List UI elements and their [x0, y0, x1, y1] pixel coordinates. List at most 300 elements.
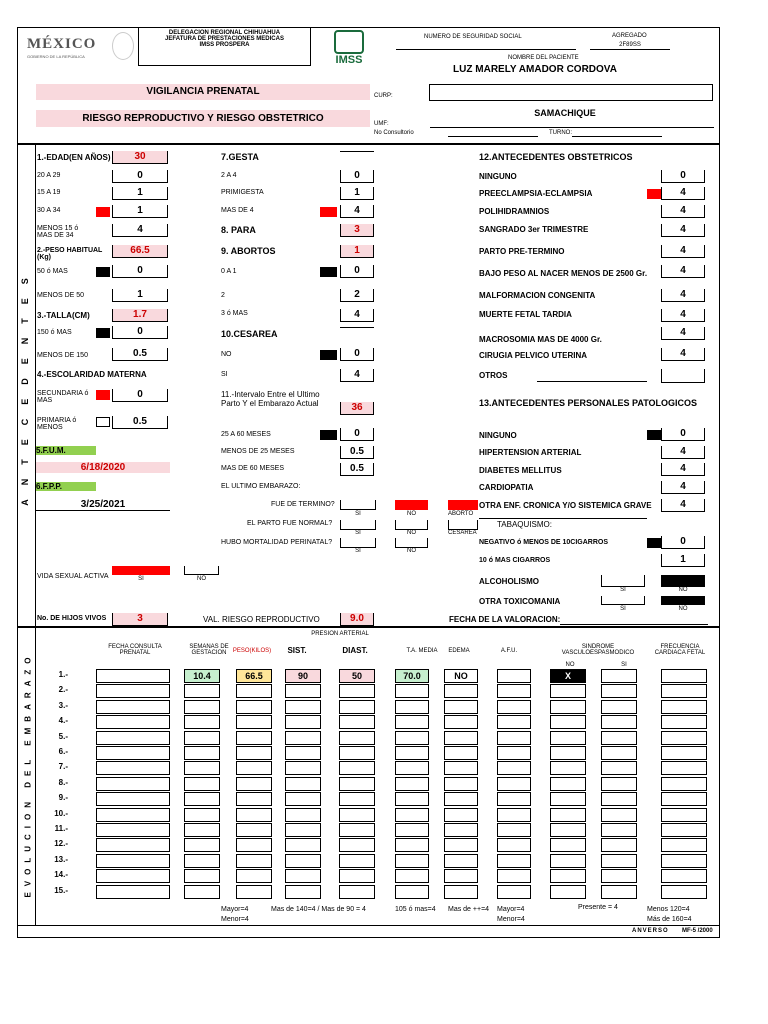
cell-sist[interactable] — [285, 885, 321, 899]
row-number: 12.- — [54, 839, 68, 849]
cell-sist[interactable] — [285, 715, 321, 729]
curp-label: CURP: — [374, 93, 393, 99]
cell-semanas[interactable] — [184, 731, 220, 745]
ultimo-label: EL ULTIMO EMBARAZO: — [221, 483, 301, 490]
cell-sind-no[interactable] — [550, 731, 586, 745]
cell-frecuencia[interactable] — [661, 777, 707, 791]
cell-sist[interactable] — [285, 731, 321, 745]
cell-sind-si[interactable] — [601, 684, 637, 698]
muerte-label: MUERTE FETAL TARDIA — [479, 310, 572, 319]
cell-frecuencia[interactable] — [661, 684, 707, 698]
cell-sist[interactable] — [285, 869, 321, 883]
hip-label: HIPERTENSION ARTERIAL — [479, 448, 582, 457]
cell-diast[interactable] — [339, 777, 375, 791]
cell-diast[interactable] — [339, 823, 375, 837]
mort-si: SI — [355, 548, 361, 554]
cell-sind-si[interactable] — [601, 715, 637, 729]
cell-semanas[interactable] — [184, 808, 220, 822]
row-number: 11.- — [54, 824, 68, 833]
cell-sind-si[interactable] — [601, 746, 637, 760]
alc-si: SI — [620, 587, 626, 593]
cell-tam[interactable] — [395, 854, 429, 868]
cell-diast[interactable] — [339, 792, 375, 806]
ning-value: 0 — [661, 170, 705, 183]
cell-diast[interactable] — [339, 731, 375, 745]
tox-si-box[interactable] — [601, 596, 645, 605]
cell-frecuencia[interactable] — [661, 885, 707, 899]
row-number: 1.- — [58, 670, 68, 679]
cell-sind-no[interactable] — [550, 700, 586, 714]
otros-label: OTROS — [479, 371, 508, 380]
cell-frecuencia[interactable] — [661, 838, 707, 852]
otra-tox-label: OTRA TOXICOMANIA — [479, 597, 561, 606]
peso-label: 2.-PESO HABITUAL (Kg) — [37, 247, 103, 261]
cell-diast[interactable]: 50 — [339, 669, 375, 683]
cell-peso[interactable] — [236, 700, 272, 714]
cell-fecha[interactable] — [96, 777, 170, 791]
cell-fecha[interactable] — [96, 700, 170, 714]
note-presion: Mas de 140=4 / Mas de 90 = 4 — [271, 906, 366, 913]
cell-tam[interactable] — [395, 885, 429, 899]
cell-sind-no[interactable] — [550, 746, 586, 760]
cell-semanas[interactable] — [184, 838, 220, 852]
cell-sist[interactable] — [285, 838, 321, 852]
cell-diast[interactable] — [339, 715, 375, 729]
cell-diast[interactable] — [339, 854, 375, 868]
cesarea-si-label: SI — [221, 371, 228, 378]
neg-marker — [647, 538, 661, 548]
cell-semanas[interactable] — [184, 761, 220, 775]
hijos-value: 3 — [112, 613, 168, 626]
alc-si-box[interactable] — [601, 575, 645, 587]
cell-edema[interactable] — [444, 885, 478, 899]
cell-sind-si[interactable] — [601, 885, 637, 899]
cell-afu[interactable] — [497, 684, 531, 698]
cell-semanas[interactable] — [184, 885, 220, 899]
cell-sind-no[interactable] — [550, 715, 586, 729]
mortalidad-label: HUBO MORTALIDAD PERINATAL? — [221, 539, 333, 546]
row-number: 2.- — [58, 685, 68, 695]
cell-tam[interactable] — [395, 869, 429, 883]
cell-edema[interactable] — [444, 792, 478, 806]
cell-sist[interactable] — [285, 792, 321, 806]
cell-tam[interactable] — [395, 684, 429, 698]
fecha-valoracion-label: FECHA DE LA VALORACION: — [449, 615, 561, 624]
cell-tam[interactable] — [395, 808, 429, 822]
head-edema: EDEMA — [448, 648, 470, 654]
cell-peso[interactable] — [236, 885, 272, 899]
pre-label: PREECLAMPSIA-ECLAMPSIA — [479, 189, 593, 198]
cell-afu[interactable] — [497, 885, 531, 899]
cell-sind-no[interactable] — [550, 823, 586, 837]
cell-afu[interactable] — [497, 869, 531, 883]
cell-sist[interactable] — [285, 854, 321, 868]
diez-label: 10 ó MAS CIGARROS — [479, 557, 551, 564]
presion-arterial-label: PRESION ARTERIAL — [311, 631, 369, 637]
seal-icon — [112, 32, 134, 60]
otros-value — [661, 369, 705, 383]
tox-si: SI — [620, 606, 626, 612]
cell-sind-no[interactable] — [550, 761, 586, 775]
cell-sist[interactable] — [285, 777, 321, 791]
primaria-value: 0.5 — [112, 416, 168, 429]
normal-cesarea: CESAREA — [448, 530, 477, 536]
tabaquismo-label: TABAQUISMO: — [497, 520, 552, 529]
cell-peso[interactable] — [236, 777, 272, 791]
normal-no-box[interactable] — [395, 520, 428, 530]
neg-label: NEGATIVO ó MENOS DE 10CIGARROS — [479, 539, 608, 546]
cell-frecuencia[interactable] — [661, 700, 707, 714]
cell-peso[interactable]: 66.5 — [236, 669, 272, 683]
ning2-value: 0 — [661, 428, 705, 441]
turno-label: TURNO: — [549, 130, 572, 136]
parto-normal-label: EL PARTO FUE NORMAL? — [247, 520, 333, 527]
cell-edema[interactable] — [444, 823, 478, 837]
cell-tam[interactable] — [395, 838, 429, 852]
cell-afu[interactable] — [497, 823, 531, 837]
cell-edema[interactable] — [444, 854, 478, 868]
talla-value: 1.7 — [112, 309, 168, 322]
delegation-line-3: IMSS PROSPERA — [199, 42, 250, 48]
cell-sind-si[interactable] — [601, 731, 637, 745]
cell-fecha[interactable] — [96, 838, 170, 852]
cell-fecha[interactable] — [96, 669, 170, 683]
cell-semanas[interactable] — [184, 700, 220, 714]
normal-si-box[interactable] — [340, 520, 376, 530]
row-number: 15.- — [54, 885, 68, 895]
edad-label: 1.-EDAD(EN AÑOS) — [37, 153, 111, 162]
cell-sist[interactable] — [285, 746, 321, 760]
a01-label: 0 A 1 — [221, 268, 237, 275]
cell-peso[interactable] — [236, 854, 272, 868]
cell-diast[interactable] — [339, 869, 375, 883]
cell-semanas[interactable] — [184, 715, 220, 729]
cell-edema[interactable] — [444, 808, 478, 822]
cell-tam[interactable] — [395, 761, 429, 775]
cell-fecha[interactable] — [96, 869, 170, 883]
edad-15-label: 15 A 19 — [37, 189, 61, 196]
cell-sind-si[interactable] — [601, 838, 637, 852]
form-code: MF-5 /2000 — [682, 928, 713, 934]
cell-frecuencia[interactable] — [661, 669, 707, 683]
cell-diast[interactable] — [339, 761, 375, 775]
macro-label: MACROSOMIA MAS DE 4000 Gr. — [479, 335, 602, 344]
cell-frecuencia[interactable] — [661, 792, 707, 806]
primigesta-value: 1 — [340, 187, 374, 200]
cell-sist[interactable] — [285, 761, 321, 775]
cell-fecha[interactable] — [96, 823, 170, 837]
diab-label: DIABETES MELLITUS — [479, 466, 562, 475]
hijos-label: No. DE HIJOS VIVOS — [37, 615, 107, 622]
cell-sind-no[interactable] — [550, 854, 586, 868]
mort-no-box[interactable] — [395, 538, 428, 548]
cell-fecha[interactable] — [96, 715, 170, 729]
neg-value: 0 — [661, 536, 705, 549]
cell-edema[interactable] — [444, 777, 478, 791]
cell-fecha[interactable] — [96, 761, 170, 775]
cell-edema[interactable] — [444, 761, 478, 775]
row-number: 4.- — [58, 716, 68, 726]
alc-no: NO — [678, 587, 688, 593]
sind-no-label: NO — [565, 662, 575, 668]
cell-sind-no[interactable] — [550, 838, 586, 852]
cell-diast[interactable] — [339, 838, 375, 852]
normal-no: NO — [407, 530, 416, 536]
cell-diast[interactable] — [339, 684, 375, 698]
cell-peso[interactable] — [236, 746, 272, 760]
vida-no-box[interactable] — [184, 566, 219, 575]
i25-value: 0 — [340, 428, 374, 441]
cesarea-no-value: 0 — [340, 348, 374, 361]
poli-label: POLIHIDRAMNIOS — [479, 207, 550, 216]
nss-label: NUMERO DE SEGURIDAD SOCIAL — [424, 34, 522, 40]
cell-sind-si[interactable] — [601, 823, 637, 837]
cell-sind-no[interactable] — [550, 869, 586, 883]
cesarea-si-value: 4 — [340, 369, 374, 382]
header-divider — [17, 143, 720, 145]
cell-frecuencia[interactable] — [661, 746, 707, 760]
cell-tam[interactable] — [395, 792, 429, 806]
fue-no: NO — [407, 511, 416, 517]
cell-sind-no[interactable] — [550, 792, 586, 806]
cell-semanas[interactable] — [184, 777, 220, 791]
val-riesgo-value: 9.0 — [340, 613, 374, 626]
edad-30-label: 30 A 34 — [37, 207, 61, 214]
curp-field[interactable] — [429, 84, 713, 101]
diab-value: 4 — [661, 463, 705, 476]
cell-edema[interactable] — [444, 715, 478, 729]
vida-si-box[interactable] — [112, 566, 170, 575]
abortos-label: 9. ABORTOS — [221, 246, 276, 256]
ning2-marker — [647, 430, 661, 440]
umf-line — [430, 127, 714, 128]
cell-peso[interactable] — [236, 792, 272, 806]
cell-tam[interactable] — [395, 731, 429, 745]
cell-semanas[interactable] — [184, 746, 220, 760]
cell-sind-si[interactable] — [601, 869, 637, 883]
i25-label: 25 A 60 MESES — [221, 431, 271, 438]
row-number: 14.- — [54, 870, 68, 880]
otra-value: 4 — [661, 499, 705, 512]
fue-aborto: ABORTO — [448, 511, 474, 517]
a3-label: 3 ó MAS — [221, 310, 248, 317]
cirugia-label: CIRUGIA PELVICO UTERINA — [479, 351, 588, 360]
cell-sind-si[interactable] — [601, 669, 637, 683]
malf-label: MALFORMACION CONGENITA — [479, 291, 596, 300]
sang-value: 4 — [661, 224, 705, 237]
cell-peso[interactable] — [236, 808, 272, 822]
alc-no-box[interactable] — [661, 575, 705, 587]
cell-sind-no[interactable] — [550, 808, 586, 822]
cell-sist[interactable] — [285, 684, 321, 698]
cell-edema[interactable]: NO — [444, 669, 478, 683]
cell-edema[interactable] — [444, 731, 478, 745]
cell-sist[interactable] — [285, 700, 321, 714]
cell-peso[interactable] — [236, 761, 272, 775]
cell-afu[interactable] — [497, 731, 531, 745]
fpp-value: 3/25/2021 — [36, 499, 170, 511]
normal-si: SI — [355, 530, 361, 536]
cell-tam[interactable] — [395, 823, 429, 837]
cell-afu[interactable] — [497, 669, 531, 683]
cell-peso[interactable] — [236, 715, 272, 729]
cell-afu[interactable] — [497, 746, 531, 760]
cesarea-label: 10.CESAREA — [221, 329, 278, 339]
cell-afu[interactable] — [497, 838, 531, 852]
note-edema: Mas de ++=4 — [448, 906, 490, 913]
row-number: 13.- — [54, 854, 68, 864]
cell-afu[interactable] — [497, 715, 531, 729]
cell-fecha[interactable] — [96, 684, 170, 698]
cell-semanas[interactable] — [184, 684, 220, 698]
cell-sind-no[interactable] — [550, 885, 586, 899]
consultorio-line — [448, 136, 538, 137]
cell-frecuencia[interactable] — [661, 761, 707, 775]
card-label: CARDIOPATIA — [479, 483, 534, 492]
cell-fecha[interactable] — [96, 792, 170, 806]
cell-afu[interactable] — [497, 792, 531, 806]
fue-no-box[interactable] — [395, 500, 428, 510]
talla-150-marker — [96, 328, 110, 338]
cell-tam[interactable] — [395, 715, 429, 729]
a2-label: 2 — [221, 292, 225, 299]
peso-50-label: 50 ó MAS — [37, 268, 68, 275]
fue-aborto-box[interactable] — [448, 500, 478, 510]
edad-menos-label: MENOS 15 ó MAS DE 34 — [37, 225, 79, 239]
cell-afu[interactable] — [497, 808, 531, 822]
cell-frecuencia[interactable] — [661, 808, 707, 822]
umf-value: SAMACHIQUE — [534, 108, 596, 118]
cell-afu[interactable] — [497, 854, 531, 868]
cell-peso[interactable] — [236, 869, 272, 883]
cell-fecha[interactable] — [96, 746, 170, 760]
hip-value: 4 — [661, 446, 705, 459]
cell-sist[interactable]: 90 — [285, 669, 321, 683]
obstetricos-title: 12.ANTECEDENTES OBSTETRICOS — [479, 152, 633, 162]
cell-diast[interactable] — [339, 808, 375, 822]
cell-fecha[interactable] — [96, 854, 170, 868]
cell-peso[interactable] — [236, 838, 272, 852]
peso-50-value: 0 — [112, 265, 168, 278]
vida-si-label: SI — [138, 576, 144, 582]
cell-tam[interactable] — [395, 777, 429, 791]
cell-sind-si[interactable] — [601, 792, 637, 806]
cell-edema[interactable] — [444, 700, 478, 714]
cell-sind-no[interactable]: X — [550, 669, 586, 683]
cell-fecha[interactable] — [96, 731, 170, 745]
cell-semanas[interactable] — [184, 854, 220, 868]
cell-tam[interactable]: 70.0 — [395, 669, 429, 683]
otros-line — [537, 381, 647, 382]
cell-peso[interactable] — [236, 684, 272, 698]
cesarea-value — [340, 327, 374, 328]
cell-sist[interactable] — [285, 823, 321, 837]
cell-sind-si[interactable] — [601, 777, 637, 791]
tox-no-box[interactable] — [661, 596, 705, 605]
cell-sist[interactable] — [285, 808, 321, 822]
cell-sind-si[interactable] — [601, 854, 637, 868]
cell-fecha[interactable] — [96, 885, 170, 899]
cell-sind-no[interactable] — [550, 777, 586, 791]
fum-label: 5.F.U.M. — [36, 446, 96, 455]
edad-30-marker — [96, 207, 110, 217]
primaria-label: PRIMARIA ó MENOS — [37, 417, 77, 431]
cell-sind-si[interactable] — [601, 808, 637, 822]
cell-sind-no[interactable] — [550, 684, 586, 698]
cell-fecha[interactable] — [96, 808, 170, 822]
sang-label: SANGRADO 3er TRIMESTRE — [479, 225, 589, 234]
cell-semanas[interactable] — [184, 823, 220, 837]
cell-diast[interactable] — [339, 700, 375, 714]
cell-edema[interactable] — [444, 869, 478, 883]
card-value: 4 — [661, 481, 705, 494]
cell-semanas[interactable] — [184, 792, 220, 806]
row-number: 8.- — [58, 777, 68, 787]
head-frecuencia: FRECUENCIA CARDIACA FETAL — [654, 644, 706, 656]
cesarea-no-label: NO — [221, 351, 232, 358]
mas4-marker — [320, 207, 337, 217]
fpp-label: 6.F.P.P. — [36, 482, 96, 491]
cell-afu[interactable] — [497, 777, 531, 791]
talla-menos-label: MENOS DE 150 — [37, 352, 88, 359]
title-riesgo: RIESGO REPRODUCTIVO Y RIESGO OBSTETRICO — [36, 110, 370, 127]
row-number: 9.- — [58, 793, 68, 803]
bajo-label: BAJO PESO AL NACER MENOS DE 2500 Gr. — [479, 269, 648, 278]
mort-si-box[interactable] — [340, 538, 376, 548]
agregado-line — [590, 49, 670, 50]
cell-afu[interactable] — [497, 700, 531, 714]
edad-20-label: 20 A 29 — [37, 172, 61, 179]
cell-diast[interactable] — [339, 885, 375, 899]
ning-label: NINGUNO — [479, 172, 517, 181]
head-diast: DIAST. — [342, 646, 368, 655]
cell-edema[interactable] — [444, 746, 478, 760]
cell-peso[interactable] — [236, 823, 272, 837]
cell-sind-si[interactable] — [601, 700, 637, 714]
cell-tam[interactable] — [395, 700, 429, 714]
cell-afu[interactable] — [497, 761, 531, 775]
cell-peso[interactable] — [236, 731, 272, 745]
cell-frecuencia[interactable] — [661, 715, 707, 729]
cell-edema[interactable] — [444, 684, 478, 698]
parto-label: PARTO PRE-TERMINO — [479, 247, 565, 256]
note-sindrome: Presente = 4 — [578, 904, 618, 911]
note-frec-mas: Más de 160=4 — [647, 916, 692, 923]
cell-edema[interactable] — [444, 838, 478, 852]
edad-20-value: 0 — [112, 170, 168, 183]
normal-ces-box[interactable] — [448, 520, 478, 530]
a2-value: 2 — [340, 289, 374, 302]
cell-sind-si[interactable] — [601, 761, 637, 775]
cell-diast[interactable] — [339, 746, 375, 760]
side-label-antecedentes: ANTECEDENTES — [20, 264, 30, 506]
cell-frecuencia[interactable] — [661, 854, 707, 868]
fecha-valoracion-line — [560, 624, 708, 625]
fue-si-box[interactable] — [340, 500, 376, 510]
cell-frecuencia[interactable] — [661, 731, 707, 745]
ning2-label: NINGUNO — [479, 431, 517, 440]
talla-menos-value: 0.5 — [112, 348, 168, 361]
cell-frecuencia[interactable] — [661, 869, 707, 883]
cell-frecuencia[interactable] — [661, 823, 707, 837]
a01-value: 0 — [340, 265, 374, 278]
cell-semanas[interactable] — [184, 869, 220, 883]
i25-marker — [320, 430, 337, 440]
logo-subtitle: GOBIERNO DE LA REPÚBLICA — [27, 54, 85, 59]
cell-semanas[interactable]: 10.4 — [184, 669, 220, 683]
cell-tam[interactable] — [395, 746, 429, 760]
footer-divider — [17, 925, 720, 926]
